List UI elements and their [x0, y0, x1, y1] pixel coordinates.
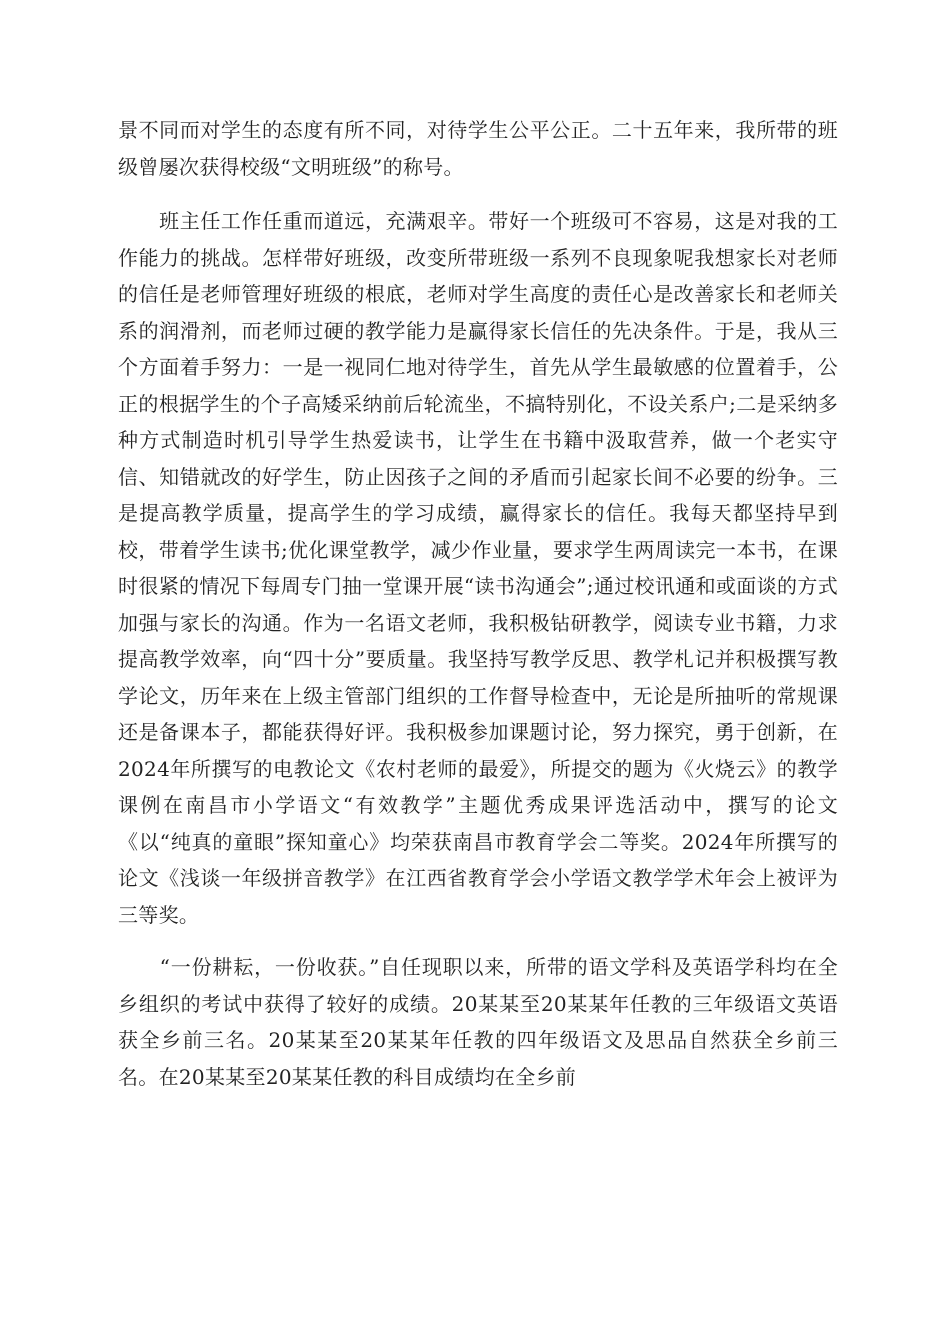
paragraph-1: 景不同而对学生的态度有所不同，对待学生公平公正。二十五年来，我所带的班级曾屡次获得校级“文明班级”的称号。 — [118, 118, 838, 179]
document-body — [118, 112, 838, 1111]
paragraph-2: 班主任工作任重而道远，充满艰辛。带好一个班级可不容易，这是对我的工作能力的挑战。怎样带好班级，改变所带班级一系列不良现象呢我想家长对老师的信任是老师管理好班级的根底，老师对学生高度的责任心是改善家长和老师关系的润滑剂，而老师过硬的教学能力是赢得家长信任的先决条件。于是，我从三个方面着手努力：一是一视同仁地对待学生，首先从学生最敏感的位置着手，公正的根据学生的个子高矮采纳前后轮流坐，不搞特别化，不设关系户;二是采纳多种方式制造时机引导学生热爱读书，让学生在书籍中汲取营养，做一个老实守信、知错就改的好学生，防止因孩子之间的矛盾而引起家长间不必要的纷争。三是提高教学质量，提高学生的学习成绩，赢得家长的信任。我每天都坚持早到校，带着学生读书;优化课堂教学，减少作业量，要求学生两周读完一本书，在课时很紧的情况下每周专门抽一堂课开展“读书沟通会”;通过校讯通和或面谈的方式加强与家长的沟通。作为一名语文老师，我积极钻研教学，阅读专业书籍，力求提高教学效率，向“四十分”要质量。我坚持写教学反思、教学札记并积极撰写教学论文，历年来在上级主管部门组织的工作督导检查中，无论是所抽听的常规课还是备课本子，都能获得好评。我积极参加课题讨论，努力探究，勇于创新，在2024年所撰写的电教论文《农村老师的最爱》，所提交的题为《火烧云》的教学课例在南昌市小学语文“有效教学”主题优秀成果评选活动中，撰写的论文《以“纯真的童眼”探知童心》均荣获南昌市教育学会二等奖。2024年所撰写的论文《浅谈一年级拼音教学》在江西省教育学会小学语文教学学术年会上被评为三等奖。 — [118, 209, 838, 927]
paragraph-3: “一份耕耘，一份收获。”自任现职以来，所带的语文学科及英语学科均在全乡组织的考试中获得了较好的成绩。20某某至20某某年任教的三年级语文英语获全乡前三名。20某某至20某某年任教的四年级语文及思品自然获全乡前三名。在20某某至20某某任教的科目成绩均在全乡前 — [118, 955, 838, 1089]
